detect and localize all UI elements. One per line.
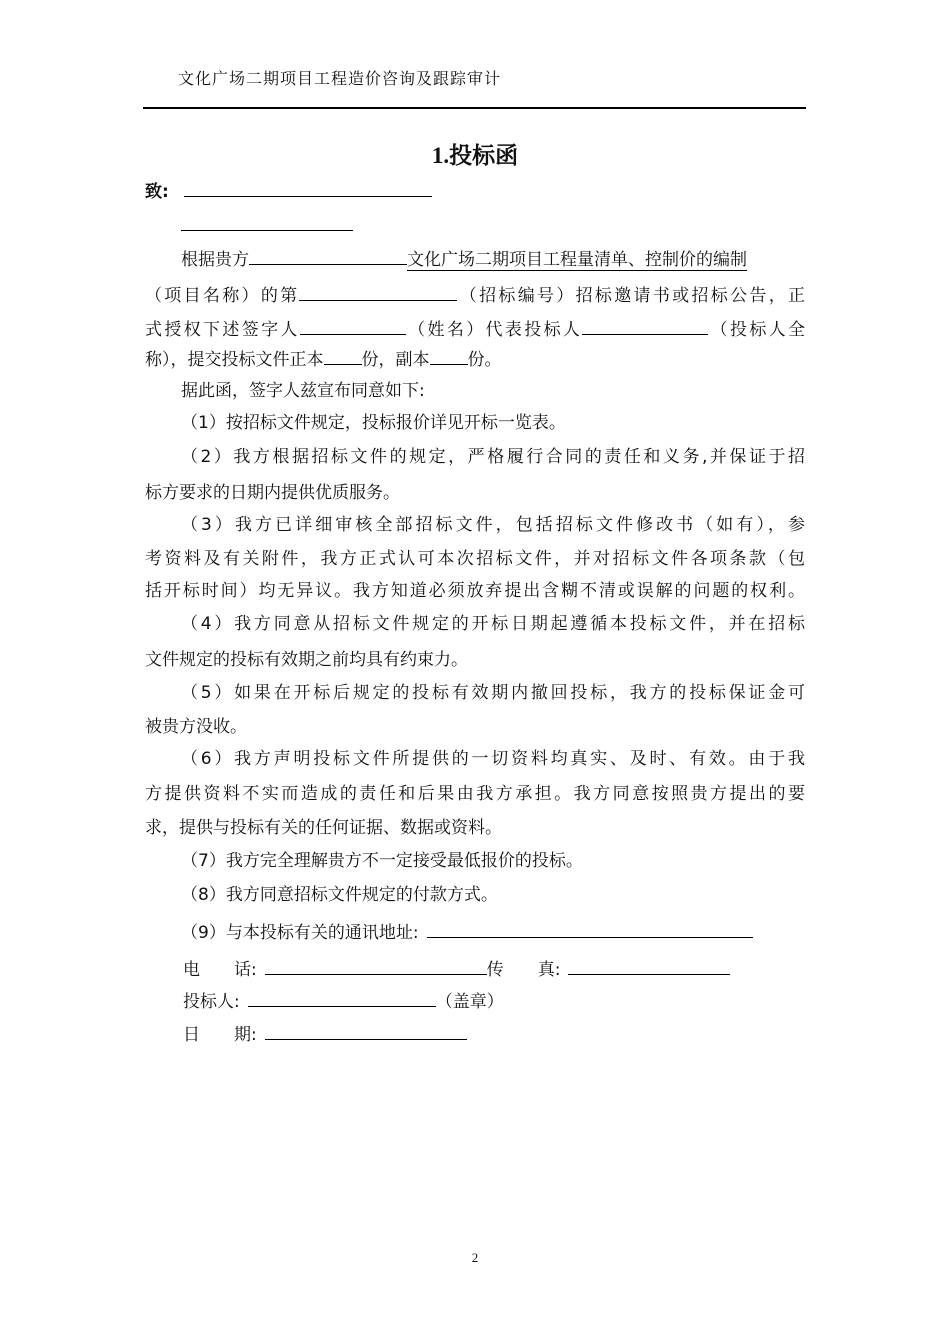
item-1: （1）按招标文件规定，投标报价详见开标一览表。 — [181, 413, 566, 433]
item-2-line2: 标方要求的日期内提供优质服务。 — [145, 483, 400, 503]
signer-name-blank — [300, 316, 406, 335]
to-blank-2 — [181, 212, 353, 231]
phone-blank — [265, 956, 487, 975]
fax-label: 传 真: — [486, 960, 561, 980]
bidder-name-blank — [582, 316, 708, 335]
item-4-line1: （4）我方同意从招标文件规定的开标日期起遵循本投标文件，并在招标 — [181, 614, 805, 634]
para1-lead: 根据贵方 — [181, 250, 249, 270]
item-6-line3: 求，提供与投标有关的任何证据、数据或资料。 — [145, 818, 502, 838]
project-name: 文化广场二期项目工程量清单、控制价的编制 — [407, 250, 747, 270]
header-rule — [143, 107, 806, 109]
running-header: 文化广场二期项目工程造价咨询及跟踪审计 — [178, 69, 502, 88]
original-count-blank — [324, 346, 362, 365]
to-label: 致: — [145, 182, 169, 202]
bidder-blank — [248, 988, 436, 1007]
para1-line2: （项目名称）的第 （招标编号）招标邀请书或招标公告，正 — [145, 282, 805, 307]
date-label: 日 期: — [183, 1025, 257, 1045]
item-4-line2: 文件规定的投标有效期之前均具有约束力。 — [145, 650, 468, 670]
project-blank — [249, 246, 407, 265]
phone-label: 电 话: — [183, 960, 257, 980]
para1-line3: 式授权下述签字人 （姓名）代表投标人 （投标人全 — [145, 316, 805, 341]
item-8: （8）我方同意招标文件规定的付款方式。 — [181, 885, 498, 905]
item-9: （9）与本投标有关的通讯地址: — [181, 919, 753, 944]
date-line — [183, 1021, 467, 1046]
address-blank — [427, 919, 753, 938]
to-line-2 — [181, 212, 353, 237]
fax-blank — [568, 956, 730, 975]
to-blank — [184, 178, 432, 197]
item-5-line2: 被贵方没收。 — [145, 717, 247, 737]
bidder-label: 投标人: — [183, 992, 240, 1012]
item-3-line2: 考资料及有关附件，我方正式认可本次招标文件，并对招标文件各项条款（包 — [145, 549, 805, 569]
item-3-line1: （3）我方已详细审核全部招标文件，包括招标文件修改书（如有），参 — [181, 515, 805, 535]
item-6-line2: 方提供资料不实而造成的责任和后果由我方承担。我方同意按照贵方提出的要 — [145, 784, 805, 804]
page-title: 1.投标函 — [431, 143, 519, 168]
tender-number-blank — [299, 282, 457, 301]
item-3-line3: 括开标时间）均无异议。我方知道必须放弃提出含糊不清或误解的问题的权利。 — [145, 581, 805, 601]
item-5-line1: （5）如果在开标后规定的投标有效期内撤回投标，我方的投标保证金可 — [181, 683, 805, 703]
date-blank — [265, 1021, 467, 1040]
to-line — [145, 178, 432, 203]
phone-fax-line — [183, 956, 730, 981]
declare-line: 据此函，签字人兹宣布同意如下: — [181, 381, 425, 401]
item-6-line1: （6）我方声明投标文件所提供的一切资料均真实、及时、有效。由于我 — [181, 749, 805, 769]
copy-count-blank — [430, 346, 468, 365]
item-2-line1: （2）我方根据招标文件的规定，严格履行合同的责任和义务,并保证于招 — [181, 447, 805, 467]
para1-line4: 称），提交投标文件正本 份，副本 份。 — [145, 346, 502, 371]
seal-note: （盖章） — [435, 992, 504, 1012]
para1-line1 — [181, 246, 747, 271]
item-7: （7）我方完全理解贵方不一定接受最低报价的投标。 — [181, 851, 583, 871]
page-number: 2 — [471, 1250, 479, 1265]
bidder-line — [183, 988, 504, 1013]
